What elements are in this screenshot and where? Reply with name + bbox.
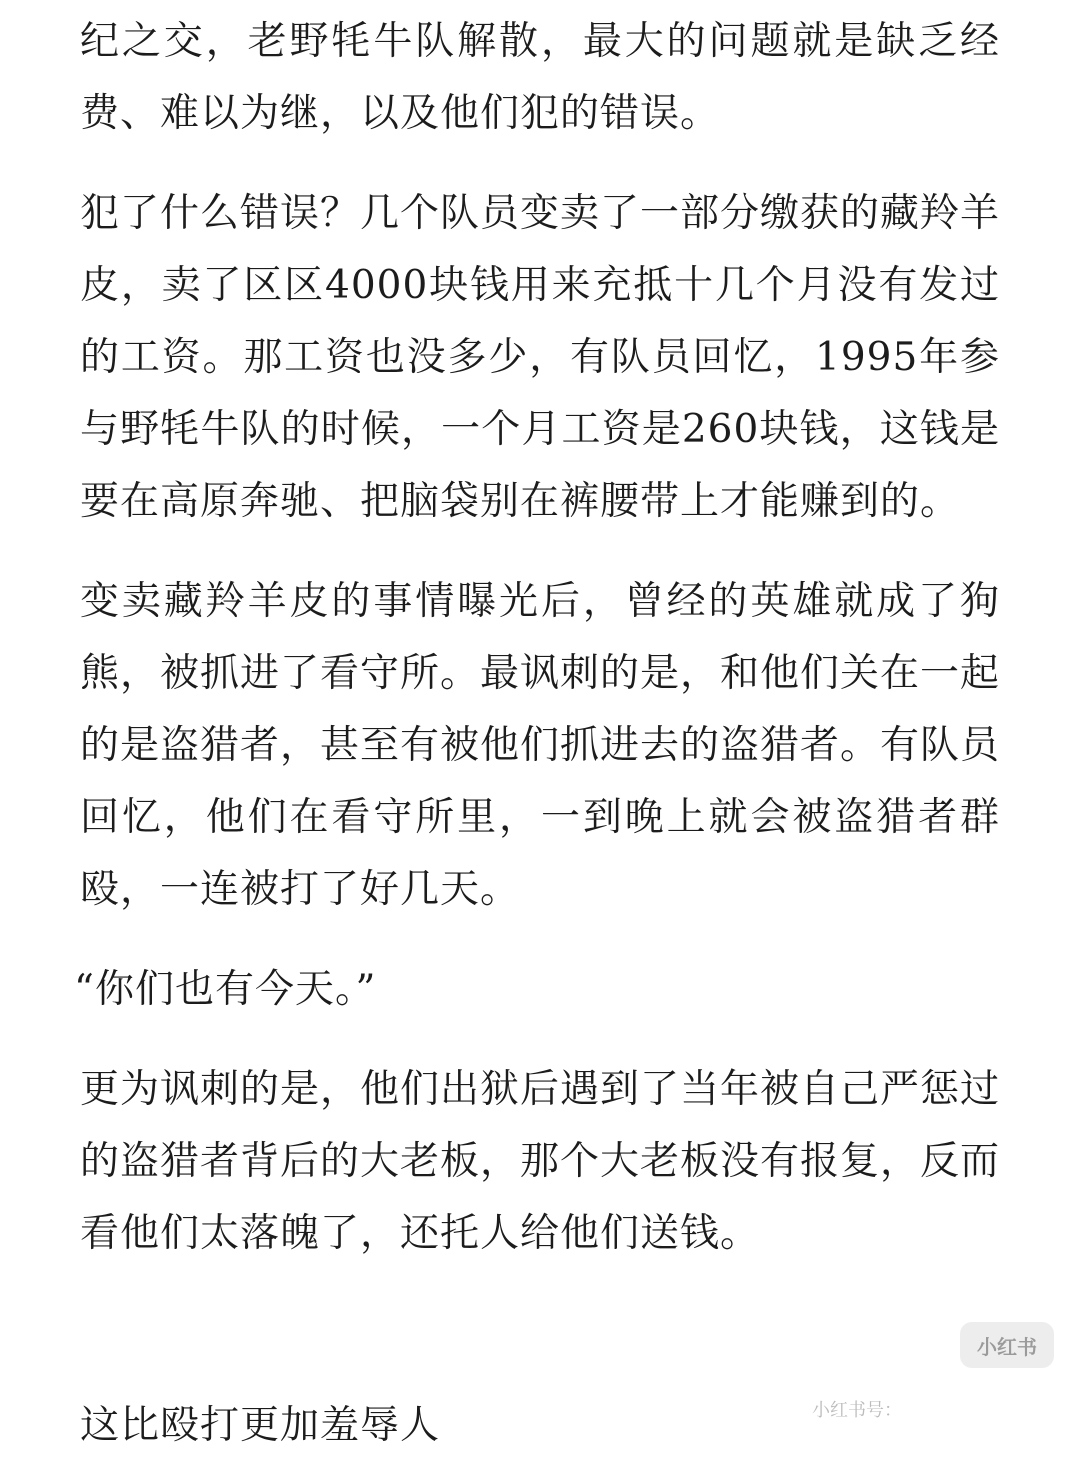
cutoff-text-line: 这比殴打更加羞辱人 <box>80 1403 441 1448</box>
paragraph-5: 更为讽刺的是，他们出狱后遇到了当年被自己严惩过的盗猎者背后的大老板，那个大老板没有报复，反而看他们太落魄了，还托人给他们送钱。 <box>80 1067 1001 1256</box>
quote-paragraph: “你们也有今天。” <box>74 967 377 1012</box>
watermark-caption: 小红书号： <box>812 1400 902 1421</box>
paragraph-1: 纪之交，老野牦牛队解散，最大的问题就是缺乏经费、难以为继，以及他们犯的错误。 <box>80 19 1000 136</box>
paragraph-2: 犯了什么错误？几个队员变卖了一部分缴获的藏羚羊皮，卖了区区4000块钱用来充抵十几个月没有发过的工资。那工资也没多少，有队员回忆，1995年参与野牦牛队的时候，一个月工资是260块钱，这钱是要在高原奔驰、把脑袋别在裤腰带上才能赚到的。 <box>80 191 1001 524</box>
article-body <box>74 6 1001 1270</box>
paragraph-3: 变卖藏羚羊皮的事情曝光后，曾经的英雄就成了狗熊，被抓进了看守所。最讽刺的是，和他们关在一起的是盗猎者，甚至有被他们抓进去的盗猎者。有队员回忆，他们在看守所里，一到晚上就会被盗猎者群殴，一连被打了好几天。 <box>80 579 1001 912</box>
xiaohongshu-watermark-logo: 小红书 <box>960 1322 1054 1368</box>
